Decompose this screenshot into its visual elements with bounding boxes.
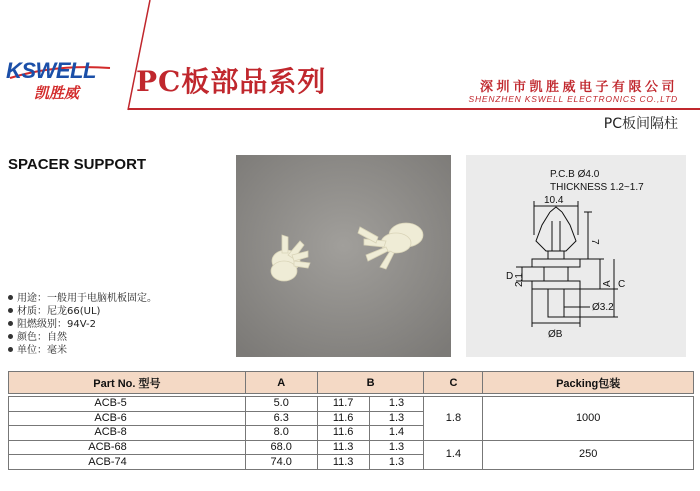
spacer-dimension-drawing [466, 155, 686, 357]
product-photo [236, 155, 451, 357]
cell-b2: 1.3 [369, 455, 424, 470]
thickness-label: THICKNESS 1.2~1.7 [550, 182, 644, 193]
company-name-en: SHENZHEN KSWELL ELECTRONICS CO.,LTD [468, 94, 678, 104]
logo-cn-text: 凯胜威 [34, 84, 80, 102]
spec-item [8, 305, 157, 318]
spec-text-color: 颜色：自然 [17, 332, 67, 343]
dim-2-1: 2.1 [514, 273, 525, 287]
cell-b1: 11.6 [317, 426, 369, 441]
bullet-icon [8, 295, 13, 300]
page-subtitle: PC板间隔柱 [603, 116, 678, 132]
cell-b1: 11.7 [317, 397, 369, 412]
pcb-label: P.C.B Ø4.0 [550, 169, 600, 180]
cell-packing-group2: 250 [483, 440, 694, 469]
spec-text-material: 材质：尼龙66(UL) [17, 306, 101, 317]
series-title: PC板部品系列 [136, 65, 327, 98]
bullet-icon [8, 347, 13, 352]
cell-a: 5.0 [245, 397, 317, 412]
spec-item [8, 292, 157, 305]
header-b: B [317, 372, 424, 394]
dim-top: 10.4 [544, 195, 564, 206]
spec-list [8, 292, 157, 357]
cell-a: 74.0 [245, 455, 317, 470]
spec-text-unit: 单位：毫米 [17, 345, 67, 356]
bullet-icon [8, 321, 13, 326]
cell-c-group1: 1.8 [424, 397, 483, 441]
spec-item [8, 331, 157, 344]
dim-hole: Ø3.2 [592, 302, 614, 313]
cell-b2: 1.3 [369, 411, 424, 426]
header-a: A [245, 372, 317, 394]
spec-item [8, 318, 157, 331]
product-title: SPACER SUPPORT [8, 156, 147, 173]
company-logo [6, 58, 118, 108]
cell-part: ACB-6 [9, 411, 246, 426]
spec-text-flame-rating: 阻燃级别：94V-2 [17, 319, 96, 330]
cell-a: 8.0 [245, 426, 317, 441]
cell-b1: 11.6 [317, 411, 369, 426]
dim-height: 7 [589, 239, 600, 245]
cell-part: ACB-5 [9, 397, 246, 412]
cell-a: 68.0 [245, 440, 317, 455]
cell-part: ACB-68 [9, 440, 246, 455]
header-divider [128, 108, 700, 110]
spec-text-usage: 用途：一般用于电脑机板固定。 [17, 293, 157, 304]
table-row [9, 440, 694, 455]
dim-c: C [618, 279, 626, 290]
table-header-row [9, 372, 694, 394]
cell-b2: 1.3 [369, 440, 424, 455]
cell-part: ACB-8 [9, 426, 246, 441]
technical-drawing [466, 155, 686, 357]
cell-b1: 11.3 [317, 440, 369, 455]
spacer-photo-illustration [236, 155, 451, 357]
cell-b2: 1.3 [369, 397, 424, 412]
bullet-icon [8, 308, 13, 313]
cell-part: ACB-74 [9, 455, 246, 470]
cell-b1: 11.3 [317, 455, 369, 470]
spec-item [8, 344, 157, 357]
dim-d: D [506, 271, 514, 282]
dim-b: ØB [548, 329, 563, 340]
cell-packing-group1: 1000 [483, 397, 694, 441]
header-c: C [424, 372, 483, 394]
dim-a: A [602, 280, 613, 287]
cell-b2: 1.4 [369, 426, 424, 441]
cell-c-group2: 1.4 [424, 440, 483, 469]
spec-table [8, 371, 694, 470]
header-packing: Packing包装 [483, 372, 694, 394]
header-part-no: Part No. 型号 [9, 372, 246, 394]
bullet-icon [8, 334, 13, 339]
cell-a: 6.3 [245, 411, 317, 426]
table-row [9, 397, 694, 412]
company-name-cn: 深圳市凯胜威电子有限公司 [479, 80, 678, 95]
logo-text: KSWELL [6, 58, 96, 83]
